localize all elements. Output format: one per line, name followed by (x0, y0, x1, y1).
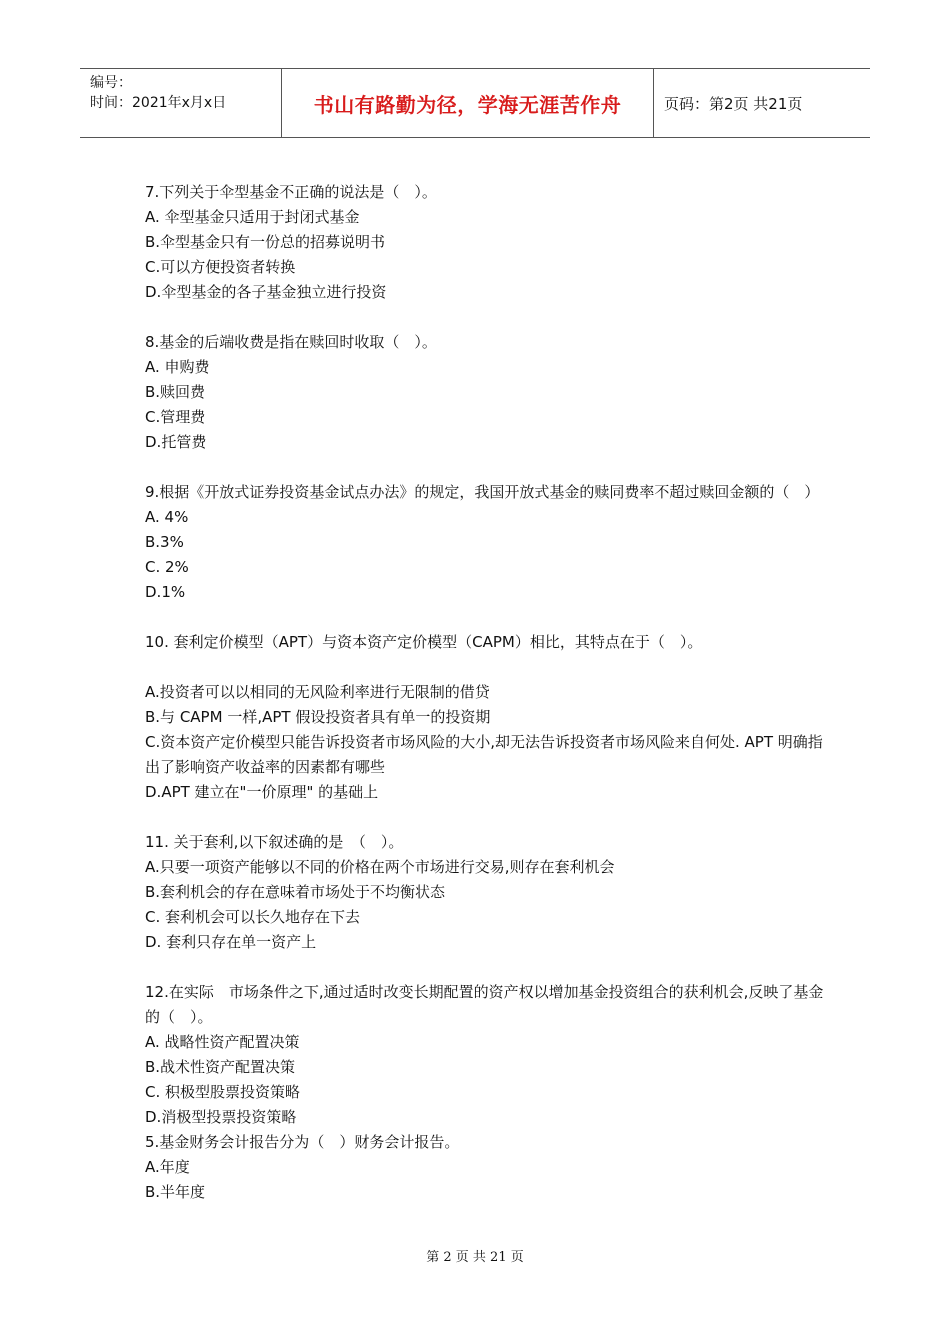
question-block (145, 1130, 825, 1205)
answer-option: C. 2% (145, 558, 189, 576)
number-label: 编号： (90, 75, 132, 91)
answer-option: D.托管费 (145, 433, 207, 451)
question-block (145, 680, 825, 805)
time-label: 时间：2021年x月x日 (90, 95, 227, 111)
answer-option: C.管理费 (145, 408, 206, 426)
question-block (145, 980, 825, 1130)
answer-option: A. 伞型基金只适用于封闭式基金 (145, 208, 360, 226)
motto-text: 书山有路勤为径，学海无涯苦作舟 (313, 92, 622, 117)
question-block (145, 630, 825, 655)
question-stem: 5.基金财务会计报告分为（ ）财务会计报告。 (145, 1133, 460, 1151)
page-label: 页码：第2页 共21页 (664, 94, 803, 113)
question-stem: 9.根据《开放式证券投资基金试点办法》的规定，我国开放式基金的赎同费率不超过赎回金额的（ ） (145, 483, 820, 501)
question-stem: 8.基金的后端收费是指在赎回时收取（ ）。 (145, 333, 437, 351)
answer-option: B.战术性资产配置决策 (145, 1058, 296, 1076)
question-block (145, 830, 825, 955)
answer-option: A.年度 (145, 1158, 190, 1176)
header-page-cell (654, 69, 870, 137)
header-meta-cell (80, 69, 282, 137)
question-block (145, 180, 825, 305)
question-stem: 11. 关于套利,以下叙述确的是 （ ）。 (145, 833, 404, 851)
answer-option: A. 4% (145, 508, 189, 526)
answer-option: D.APT 建立在"一价原理" 的基础上 (145, 783, 379, 801)
answer-option: D.1% (145, 583, 186, 601)
answer-option: C.可以方便投资者转换 (145, 258, 296, 276)
answer-option: A. 战略性资产配置决策 (145, 1033, 300, 1051)
answer-option: B.套利机会的存在意味着市场处于不均衡状态 (145, 883, 446, 901)
answer-option: B.3% (145, 533, 184, 551)
question-block (145, 480, 825, 605)
question-stem: 7.下列关于伞型基金不正确的说法是（ ）。 (145, 183, 437, 201)
page-footer: 第 2 页 共 21 页 (426, 1250, 524, 1265)
answer-option: B.伞型基金只有一份总的招募说明书 (145, 233, 386, 251)
question-stem: 12.在实际 市场条件之下,通过适时改变长期配置的资产权以增加基金投资组合的获利机会,反映了基金的（ ）。 (145, 983, 824, 1026)
document-header (80, 68, 870, 138)
answer-option: A.只要一项资产能够以不同的价格在两个市场进行交易,则存在套利机会 (145, 858, 615, 876)
answer-option: C. 套利机会可以长久地存在下去 (145, 908, 361, 926)
answer-option: A.投资者可以以相同的无风险利率进行无限制的借贷 (145, 683, 490, 701)
question-block (145, 330, 825, 455)
answer-option: A. 申购费 (145, 358, 210, 376)
answer-option: B.赎回费 (145, 383, 206, 401)
answer-option: B.与 CAPM 一样,APT 假设投资者具有单一的投资期 (145, 708, 491, 726)
answer-option: D.消极型投票投资策略 (145, 1108, 297, 1126)
document-body (145, 180, 825, 1230)
answer-option: C. 积极型股票投资策略 (145, 1083, 301, 1101)
answer-option: D.伞型基金的各子基金独立进行投资 (145, 283, 387, 301)
question-stem: 10. 套利定价模型（APT）与资本资产定价模型（CAPM）相比，其特点在于（ ）。 (145, 633, 703, 651)
answer-option: D. 套利只存在单一资产上 (145, 933, 317, 951)
answer-option: B.半年度 (145, 1183, 206, 1201)
header-motto-cell (282, 69, 654, 137)
answer-option: C.资本资产定价模型只能告诉投资者市场风险的大小,却无法告诉投资者市场风险来自何处. APT 明确指出了影响资产收益率的因素都有哪些 (145, 733, 823, 776)
